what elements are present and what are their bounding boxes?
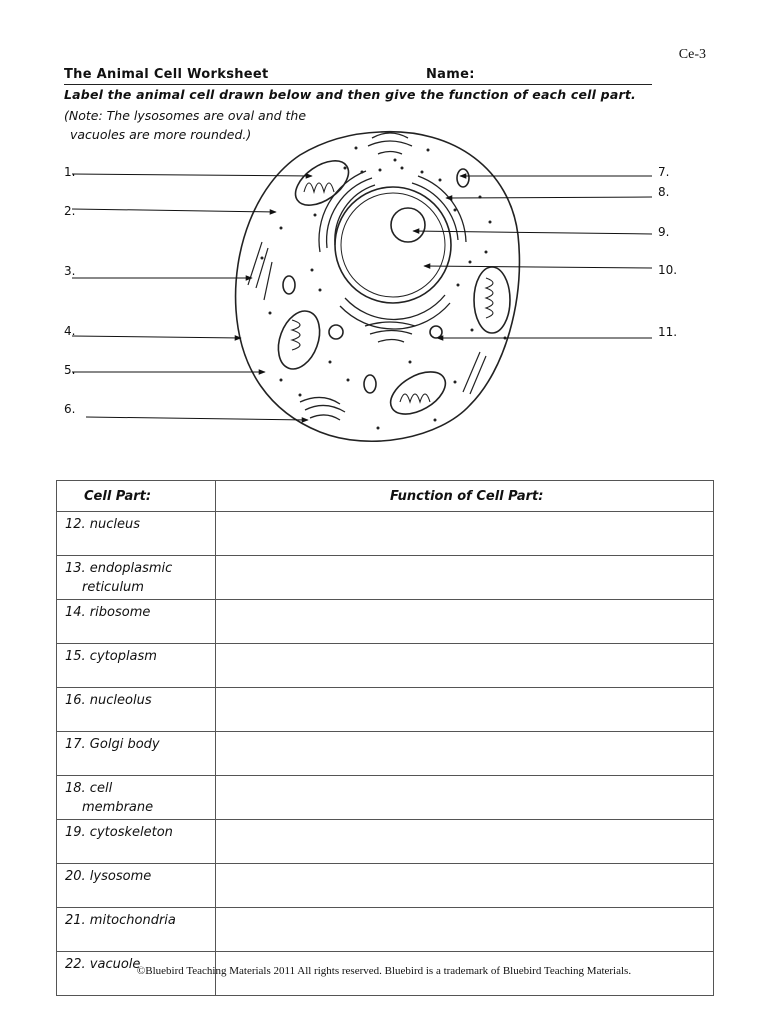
label-2: 2. [64,204,76,218]
nucleolus-shape [391,208,425,242]
label-1: 1. [64,165,76,179]
note-line: (Note: The lysosomes are oval and the [64,108,307,123]
instructions: Label the animal cell drawn below and then give the function of each cell part. [64,87,636,102]
cell-parts-table [56,480,714,996]
nucleus-inner [341,193,445,297]
part-text: 17. Golgi body [65,737,160,752]
cell-part-name [57,820,216,864]
worksheet-title: The Animal Cell Worksheet [64,67,269,82]
label-11: 11. [658,325,678,339]
animal-cell-diagram [0,0,768,480]
name-label: Name: [426,67,475,82]
table-row [57,732,714,776]
function-answer-cell[interactable] [216,908,714,952]
label-4: 4. [64,324,76,338]
label-5: 5. [64,363,76,377]
part-text: 18. cell [65,781,113,796]
function-answer-cell[interactable] [216,512,714,556]
column-header-cell-part: Cell Part: [57,481,216,512]
table-row [57,820,714,864]
part-text: 20. lysosome [65,869,152,884]
column-header-function: Function of Cell Part: [216,481,714,512]
function-answer-cell[interactable] [216,776,714,820]
label-3: 3. [64,264,76,278]
golgi-top [368,133,412,154]
table-row [57,688,714,732]
cell-part-name [57,600,216,644]
part-text: 21. mitochondria [65,913,176,928]
cell-part-name [57,512,216,556]
copyright-footer: ©Bluebird Teaching Materials 2011 All rights reserved. Bluebird is a trademark of Bluebird Teaching Materials. [136,965,632,977]
cell-part-name [57,776,216,820]
table-row [57,556,714,600]
table-row [57,512,714,556]
label-10: 10. [658,263,678,277]
function-answer-cell[interactable] [216,644,714,688]
function-answer-cell[interactable] [216,864,714,908]
cell-part-name [57,556,216,600]
part-text: 12. nucleus [65,517,141,532]
note-line: vacuoles are more rounded.) [70,127,252,142]
cell-part-name [57,688,216,732]
table-row [57,908,714,952]
label-7: 7. [658,165,670,179]
part-text: 22. vacuole [65,957,141,972]
cytoskeleton [248,242,486,394]
function-answer-cell[interactable] [216,732,714,776]
golgi-bottom [300,397,345,420]
table-row [57,776,714,820]
label-8: 8. [658,185,670,199]
lysosomes [283,169,469,393]
nucleus-envelope [335,187,451,303]
part-text: 19. cytoskeleton [65,825,173,840]
function-answer-cell[interactable] [216,688,714,732]
cell-part-name [57,644,216,688]
table-row [57,600,714,644]
mitochondria [271,152,510,423]
part-text: 15. cytoplasm [65,649,157,664]
table-row [57,864,714,908]
vacuoles [329,325,442,339]
golgi-middle [365,322,415,342]
cell-membrane-outline [236,132,520,442]
function-answer-cell[interactable] [216,820,714,864]
pointer-lines [72,174,652,420]
part-text-line2: membrane [82,800,154,815]
table-row [57,644,714,688]
worksheet-code: Ce-3 [678,47,706,62]
part-text: 14. ribosome [65,605,151,620]
function-answer-cell[interactable] [216,556,714,600]
part-text: 13. endoplasmic [65,561,173,576]
table-header-row [57,481,714,512]
part-text: 16. nucleolus [65,693,152,708]
label-6: 6. [64,402,76,416]
cell-part-name [57,908,216,952]
cell-part-name [57,864,216,908]
part-text-line2: reticulum [82,580,144,595]
label-9: 9. [658,225,670,239]
function-answer-cell[interactable] [216,600,714,644]
ribosome-dots [261,147,507,430]
cell-part-name [57,732,216,776]
